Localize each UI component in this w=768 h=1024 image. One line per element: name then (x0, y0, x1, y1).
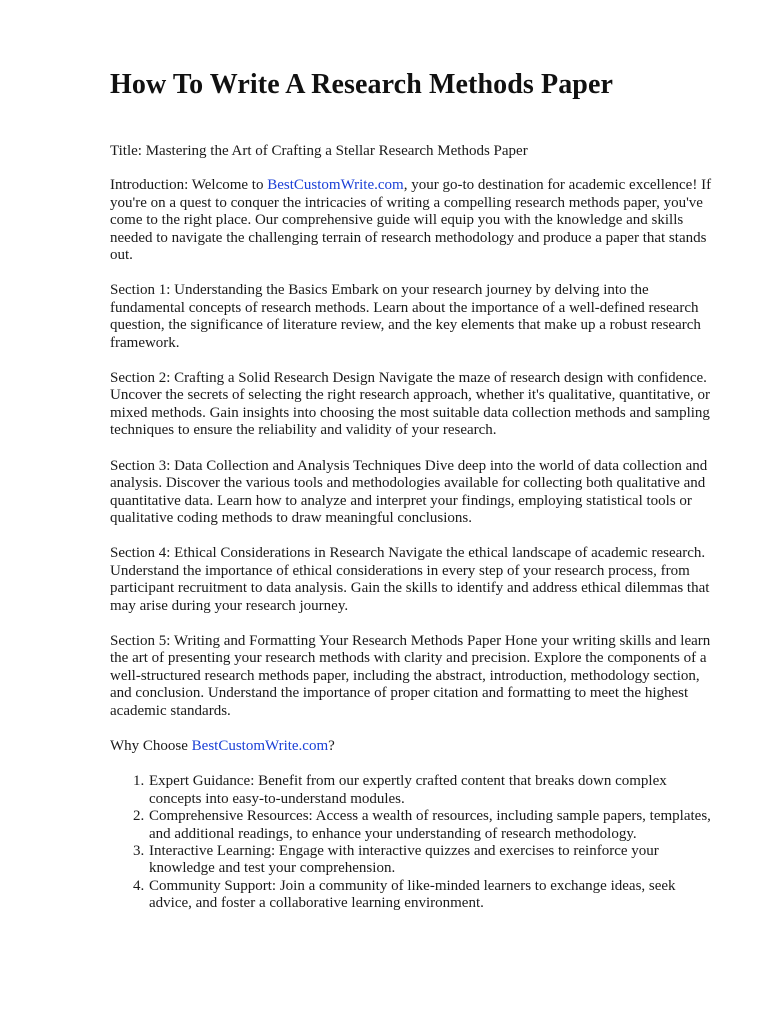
section-paragraph-1: Section 1: Understanding the Basics Embark on your research journey by delving into the fundamental concepts of research methods. Learn about the importance of a well-defined research question, the significance of literature review, and the key elements that make up a robust research framework. (110, 282, 701, 351)
intro-link[interactable]: BestCustomWrite.com (267, 177, 404, 194)
why-text-after: ? (328, 737, 335, 754)
list-item: 3. Interactive Learning: Engage with interactive quizzes and exercises to reinforce your knowledge and test your comprehension. (148, 843, 718, 878)
why-link[interactable]: BestCustomWrite.com (191, 737, 329, 754)
list-item: 4. Community Support: Join a community of like-minded learners to exchange ideas, seek advice, and foster a collaborative learning environment. (148, 878, 718, 913)
intro-text-before: Introduction: Welcome to (110, 177, 268, 194)
list-item: 1. Expert Guidance: Benefit from our expertly crafted content that breaks down complex concepts into easy-to-understand modules. (148, 773, 718, 808)
benefits-list (110, 773, 718, 912)
why-choose-line (110, 738, 718, 755)
intro-text-after: , your go-to destination for academic excellence! If you're on a quest to conquer the intricacies of writing a compelling research methods paper, you've come to the right place. Our comprehensive guide will equip you with the knowledge and skills needed to navigate the challenging terrain of research methodology and produce a paper that stands out. (110, 177, 712, 264)
why-text-before: Why Choose (110, 737, 192, 754)
title-line: Title: Mastering the Art of Crafting a Stellar Research Methods Paper (110, 143, 528, 159)
page-title: How To Write A Research Methods Paper (110, 69, 614, 100)
list-item: 2. Comprehensive Resources: Access a wealth of resources, including sample papers, templates, and additional readings, to enhance your understanding of research methodology. (148, 808, 718, 843)
section-paragraph-3: Section 3: Data Collection and Analysis Techniques Dive deep into the world of data collection and analysis. Discover the various tools and methodologies available for collecting both qualitative and quantitative data. Learn how to analyze and interpret your findings, employing statistical tools or qualitative coding methods to draw meaningful conclusions. (110, 457, 708, 526)
intro-paragraph (110, 177, 718, 264)
section-paragraph-4: Section 4: Ethical Considerations in Research Navigate the ethical landscape of academic research. Understand the importance of ethical considerations in every step of your research process, from participant recruitment to data analysis. Gain the skills to identify and address ethical dilemmas that may arise during your research journey. (110, 545, 710, 614)
section-paragraph-2: Section 2: Crafting a Solid Research Design Navigate the maze of research design with confidence. Uncover the secrets of selecting the right research approach, whether it's qualitative, quantitative, or mixed methods. Gain insights into choosing the most suitable data collection methods and sampling techniques to ensure the reliability and validity of your research. (110, 370, 710, 439)
section-paragraph-5: Section 5: Writing and Formatting Your Research Methods Paper Hone your writing skills and learn the art of presenting your research methods with clarity and precision. Explore the components of a well-structured research methods paper, including the abstract, introduction, methodology section, and conclusion. Understand the importance of proper citation and formatting to meet the highest academic standards. (110, 632, 711, 719)
